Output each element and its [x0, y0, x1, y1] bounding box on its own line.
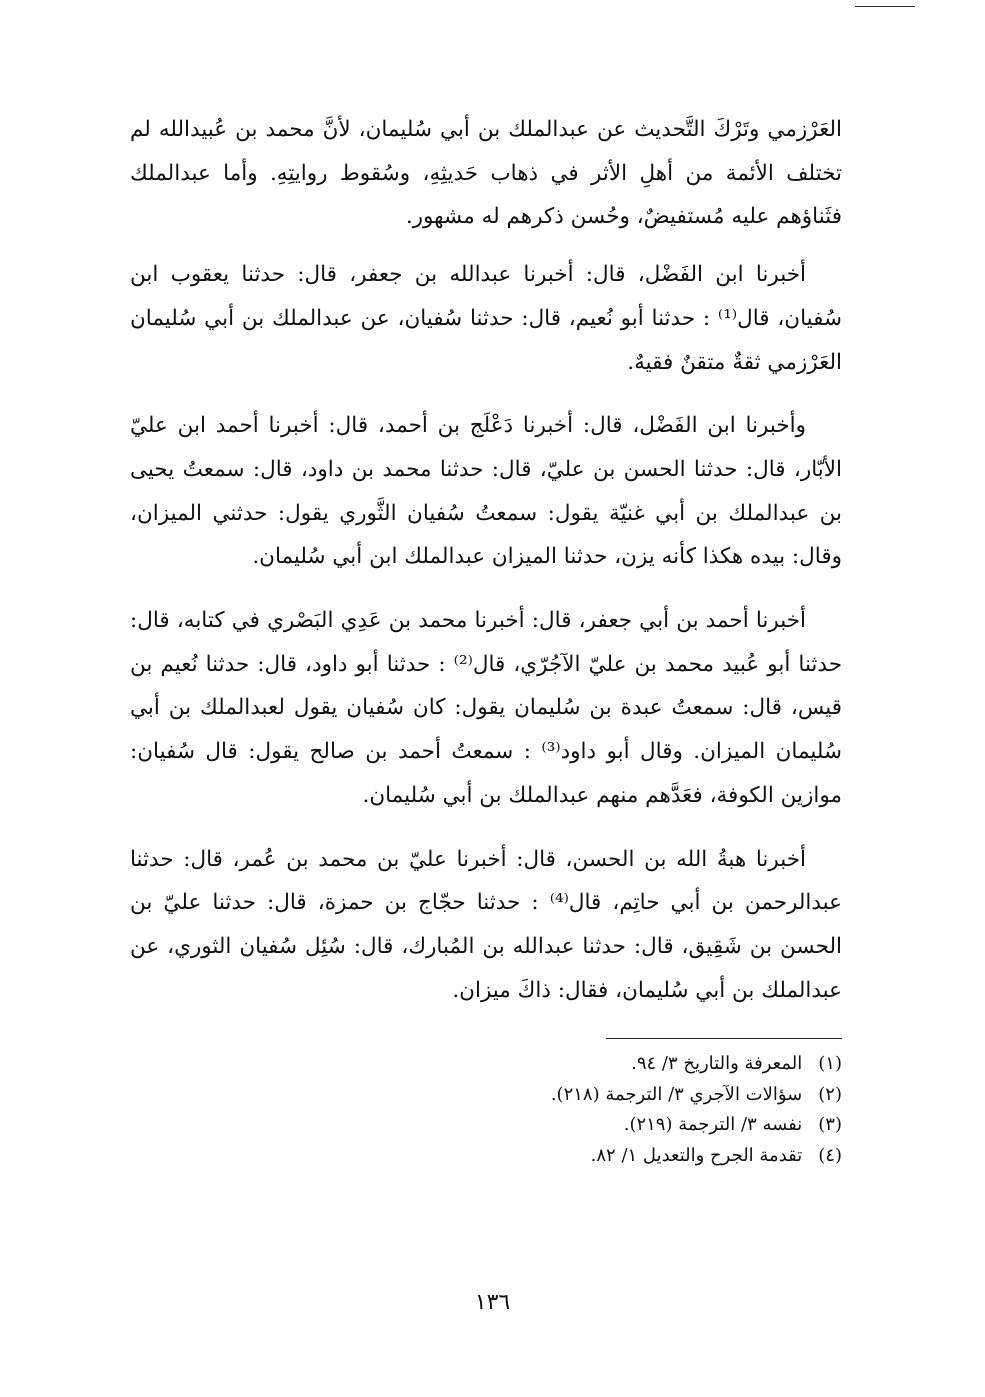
footnote-2	[130, 1080, 842, 1111]
footnote-number: (٢)	[818, 1083, 842, 1105]
footnote-text: سؤالات الآجري ٣/ الترجمة (٢١٨).	[550, 1083, 803, 1105]
page-body	[130, 108, 842, 1171]
paragraph-4: أخبرنا أحمد بن أبي جعفر، قال: أخبرنا محمد بن عَدِي البَصْري في كتابه، قال: حدثنا أبو عُبيد محمد بن عليّ الآجُرّي، قال⁽²⁾ : حدثنا أبو داود، قال: حدثنا نُعيم بن قيس، قال: سمعتُ عبدة بن سُليمان يقول: كان سُفيان يقول لعبدالملك بن أبي سُليمان الميزان. وقال أبو داود⁽³⁾ : سمعتُ أحمد بن صالح يقول: قال سُفيان: موازين الكوفة، فعَدَّهم منهم عبدالملك بن أبي سُليمان.	[130, 608, 842, 808]
footnote-number: (٣)	[818, 1114, 842, 1136]
paragraph-1: العَرْزمي وتَرْكَ التَّحديث عن عبدالملك بن أبي سُليمان، لأنَّ محمد بن عُبيدالله لم تختلف الأئمة من أهلِ الأثر في ذهاب حَديثِهِ، وسُقوط روايتِهِ. وأما عبدالملك فثَناؤهم عليه مُستفيضٌ، وحُسن ذكرهم له مشهور.	[130, 117, 842, 230]
page-number: ١٣٦	[474, 1290, 511, 1315]
footnote-number: (١)	[818, 1053, 842, 1075]
footnote-1	[130, 1049, 842, 1080]
header-rule	[855, 6, 915, 7]
paragraph-2: أخبرنا ابن الفَضْل، قال: أخبرنا عبدالله بن جعفر، قال: حدثنا يعقوب ابن سُفيان، قال⁽¹⁾ : حدثنا أبو نُعيم، قال: حدثنا سُفيان، عن عبدالملك بن أبي سُليمان العَرْزمي ثقةٌ متقنٌ فقيهٌ.	[130, 262, 842, 375]
footnote-4	[130, 1141, 842, 1172]
footnote-text: تقدمة الجرح والتعديل ١/ ٨٢.	[590, 1144, 803, 1166]
footnote-separator	[606, 1038, 842, 1039]
footnote-3	[130, 1110, 842, 1141]
paragraph-5: أخبرنا هبةُ الله بن الحسن، قال: أخبرنا عليّ بن محمد بن عُمر، قال: حدثنا عبدالرحمن بن أبي حاتِم، قال⁽⁴⁾ : حدثنا حجّاج بن حمزة، قال: حدثنا عليّ بن الحسن بن شَقِيق، قال: حدثنا عبدالله بن المُبارك، قال: سُئِل سُفيان الثوري، عن عبدالملك بن أبي سُليمان، فقال: ذاكَ ميزان.	[130, 846, 842, 1003]
paragraph-3: وأخبرنا ابن الفَضْل، قال: أخبرنا دَعْلَج بن أحمد، قال: أخبرنا أحمد ابن عليّ الأبّار، قال: حدثنا الحسن بن عليّ، قال: حدثنا محمد بن داود، قال: سمعتُ يحيى بن عبدالملك بن أبي غنيّة يقول: سمعتُ سُفيان الثَّوري يقول: حدثني الميزان، وقال: بيده هكذا كأنه يزن، حدثنا الميزان عبدالملك ابن أبي سُليمان.	[130, 413, 842, 570]
footnote-number: (٤)	[818, 1144, 842, 1166]
footnote-text: نفسه ٣/ الترجمة (٢١٩).	[623, 1114, 803, 1136]
footnotes-list	[130, 1049, 842, 1171]
footnote-text: المعرفة والتاريخ ٣/ ٩٤.	[631, 1053, 803, 1075]
